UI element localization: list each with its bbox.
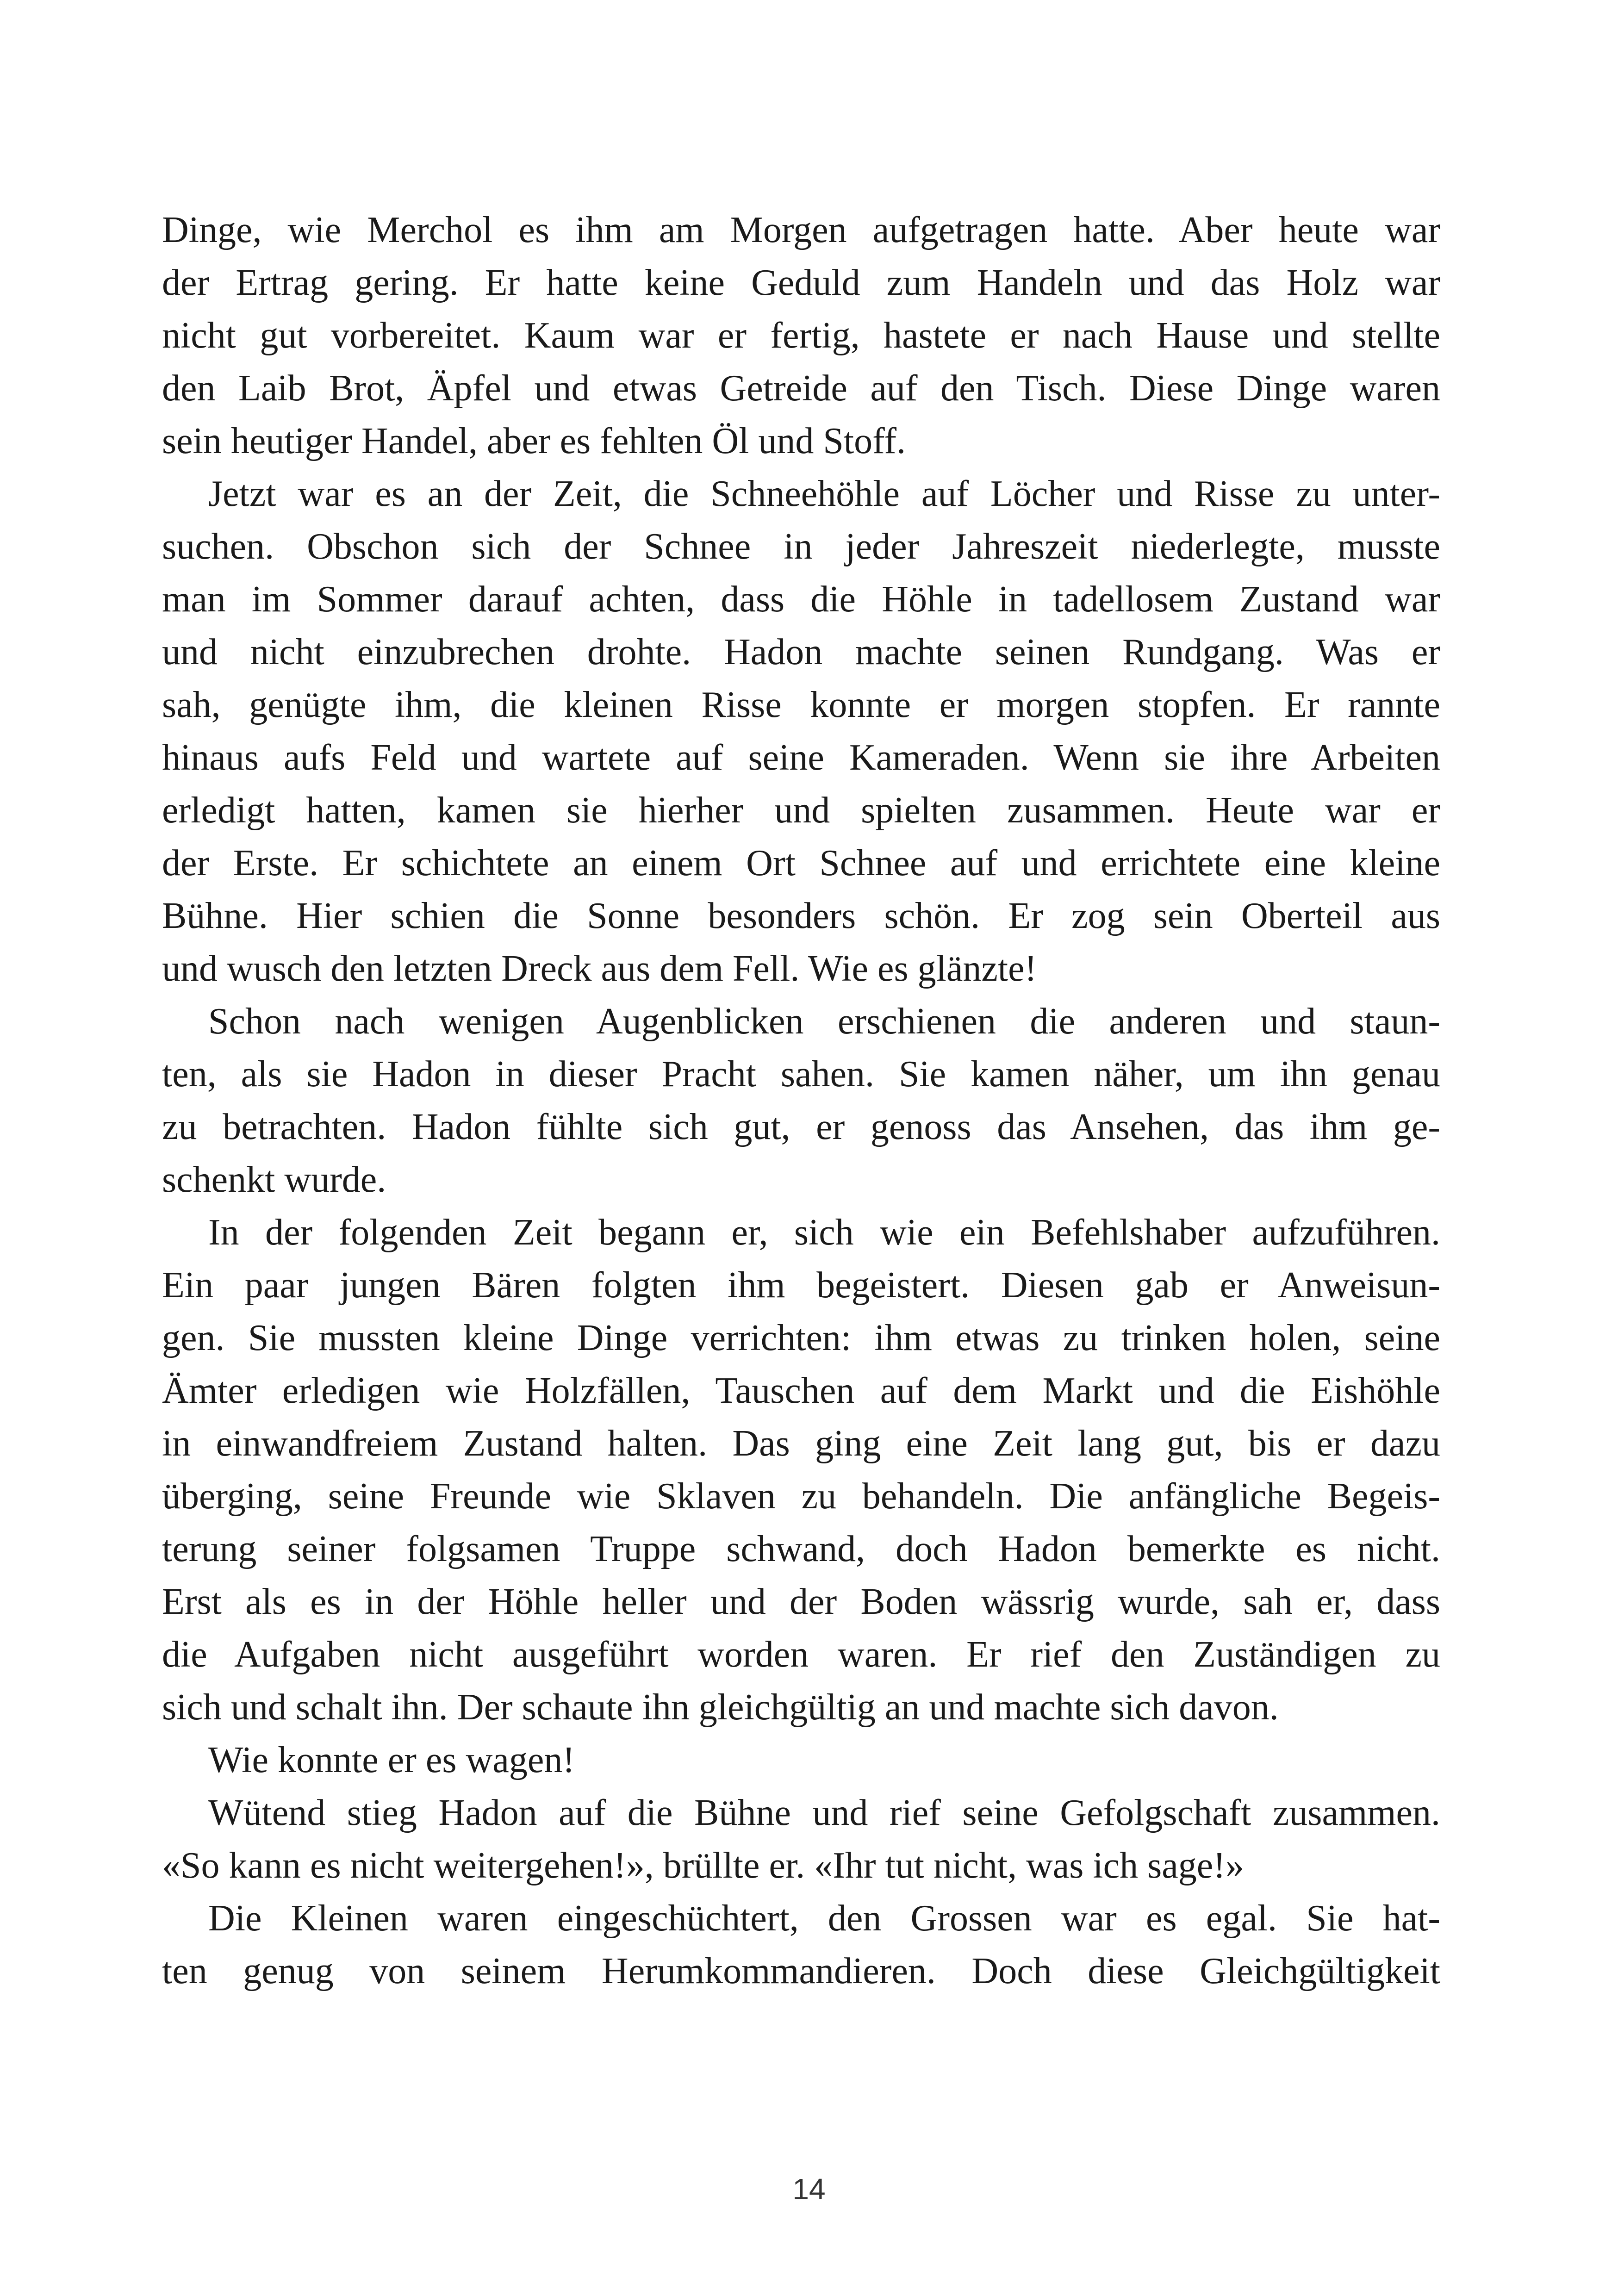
paragraph-3-line-1: Schon nach wenigen Augenblicken erschienen die anderen und staun-	[208, 1001, 1440, 1042]
paragraph-3-line-2: ten, als sie Hadon in dieser Pracht sahen. Sie kamen näher, um ihn genau	[162, 1054, 1440, 1095]
paragraph-4-line-7: terung seiner folgsamen Truppe schwand, doch Hadon bemerkte es nicht.	[162, 1529, 1440, 1569]
paragraph-3-line-4: schenkt wurde.	[162, 1159, 386, 1200]
paragraph-1-line-4: den Laib Brot, Äpfel und etwas Getreide auf den Tisch. Diese Dinge waren	[162, 368, 1440, 409]
paragraph-4-line-1: In der folgenden Zeit begann er, sich wie ein Befehlshaber aufzuführen.	[208, 1212, 1440, 1253]
paragraph-7-line-2: ten genug von seinem Herumkommandieren. Doch diese Gleichgültigkeit	[162, 1951, 1440, 1991]
paragraph-4-line-8: Erst als es in der Höhle heller und der Boden wässrig wurde, sah er, dass	[162, 1581, 1440, 1622]
page-number: 14	[792, 2172, 826, 2206]
paragraph-2-line-10: und wusch den letzten Dreck aus dem Fell. Wie es glänzte!	[162, 948, 1037, 989]
paragraph-5-line-1: Wie konnte er es wagen!	[208, 1740, 575, 1780]
paragraph-1-line-1: Dinge, wie Merchol es ihm am Morgen aufgetragen hatte. Aber heute war	[162, 210, 1440, 250]
paragraph-4-line-6: überging, seine Freunde wie Sklaven zu behandeln. Die anfängliche Begeis-	[162, 1476, 1440, 1517]
paragraph-6-line-1: Wütend stieg Hadon auf die Bühne und rief seine Gefolgschaft zusammen.	[208, 1792, 1440, 1833]
paragraph-4-line-10: sich und schalt ihn. Der schaute ihn gleichgültig an und machte sich davon.	[162, 1687, 1279, 1728]
paragraph-2-line-1: Jetzt war es an der Zeit, die Schneehöhle auf Löcher und Risse zu unter-	[208, 473, 1440, 514]
paragraph-2-line-4: und nicht einzubrechen drohte. Hadon machte seinen Rundgang. Was er	[162, 632, 1440, 672]
paragraph-1-line-3: nicht gut vorbereitet. Kaum war er fertig, hastete er nach Hause und stellte	[162, 315, 1440, 356]
paragraph-4-line-4: Ämter erledigen wie Holzfällen, Tauschen auf dem Markt und die Eishöhle	[162, 1370, 1440, 1411]
paragraph-4-line-9: die Aufgaben nicht ausgeführt worden waren. Er rief den Zuständigen zu	[162, 1634, 1440, 1675]
paragraph-2-line-7: erledigt hatten, kamen sie hierher und spielten zusammen. Heute war er	[162, 790, 1440, 831]
paragraph-1-line-5: sein heutiger Handel, aber es fehlten Öl und Stoff.	[162, 421, 906, 461]
paragraph-7-line-1: Die Kleinen waren eingeschüchtert, den Grossen war es egal. Sie hat-	[208, 1898, 1440, 1939]
paragraph-2-line-6: hinaus aufs Feld und wartete auf seine Kameraden. Wenn sie ihre Arbeiten	[162, 737, 1440, 778]
paragraph-2-line-8: der Erste. Er schichtete an einem Ort Schnee auf und errichtete eine kleine	[162, 843, 1440, 884]
paragraph-4-line-2: Ein paar jungen Bären folgten ihm begeistert. Diesen gab er Anweisun-	[162, 1265, 1440, 1306]
paragraph-2-line-3: man im Sommer darauf achten, dass die Höhle in tadellosem Zustand war	[162, 579, 1440, 620]
paragraph-4-line-5: in einwandfreiem Zustand halten. Das ging eine Zeit lang gut, bis er dazu	[162, 1423, 1440, 1464]
paragraph-2-line-5: sah, genügte ihm, die kleinen Risse konnte er morgen stopfen. Er rannte	[162, 684, 1440, 725]
body-text	[162, 204, 1440, 1997]
paragraph-1-line-2: der Ertrag gering. Er hatte keine Geduld zum Handeln und das Holz war	[162, 262, 1440, 303]
paragraph-6-line-2: «So kann es nicht weitergehen!», brüllte er. «Ihr tut nicht, was ich sage!»	[162, 1845, 1244, 1886]
paragraph-3-line-3: zu betrachten. Hadon fühlte sich gut, er genoss das Ansehen, das ihm ge-	[162, 1107, 1440, 1147]
paragraph-2-line-2: suchen. Obschon sich der Schnee in jeder Jahreszeit niederlegte, musste	[162, 526, 1440, 567]
paragraph-4-line-3: gen. Sie mussten kleine Dinge verrichten: ihm etwas zu trinken holen, seine	[162, 1318, 1440, 1358]
paragraph-2-line-9: Bühne. Hier schien die Sonne besonders schön. Er zog sein Oberteil aus	[162, 896, 1440, 936]
